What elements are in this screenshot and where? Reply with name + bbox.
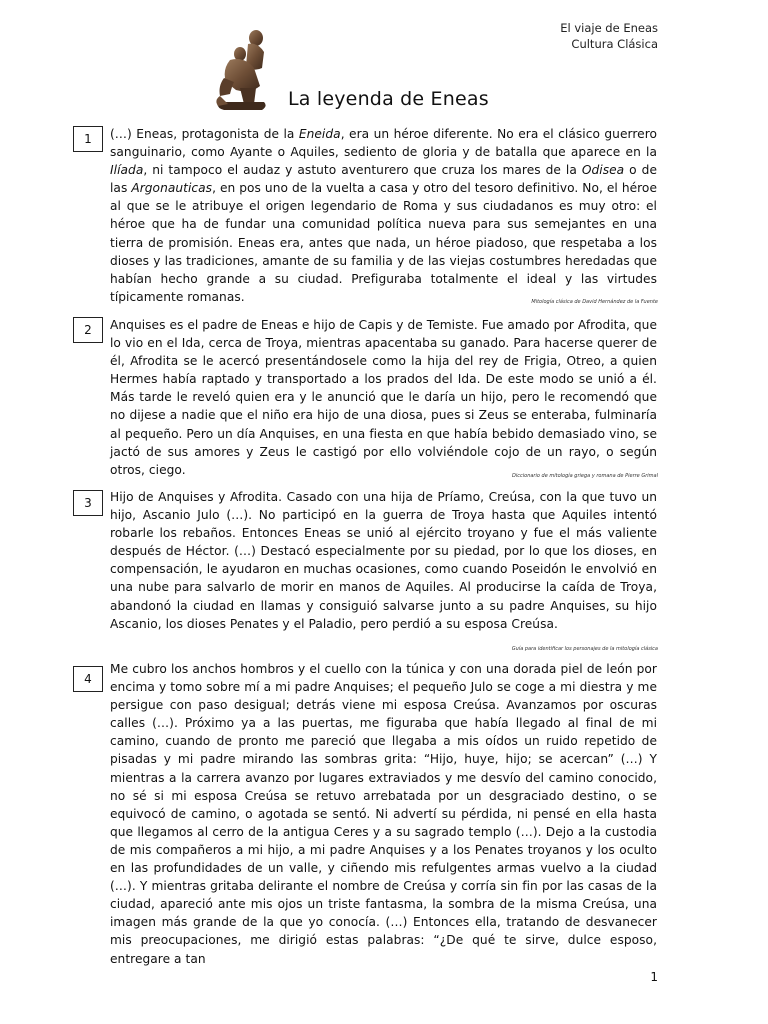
source-citation: Mitología clásica de David Hernández de la Fuente — [531, 299, 658, 305]
section-number-box: 4 — [73, 666, 103, 692]
section-paragraph: Me cubro los anchos hombros y el cuello con la túnica y con una dorada piel de león por encima y tomo sobre mí a mi padre Anquises; el pequeño Julo se coge a mi diestra y me persigue con paso desigual; detrás viene mi esposa Creúsa. Avanzamos por oscuras calles (…). Próximo ya a las puertas, me figuraba que había llegado al final de mi camino, cuando de pronto me pareció que llegaba a mis oídos un ruido repetido de pisadas y mi padre mirando las sombras grita: “Hijo, huye, hijo; se acercan” (…) Y mientras a la carrera avanzo por lugares extraviados y me desvío del camino conocido, no sé si mi esposa Creúsa se retuvo arrebatada por un desgraciado destino, o se equivocó de camino, o agotada se sentó. Ni advertí su pérdida, ni pensé en ella hasta que llegamos al cerro de la antigua Ceres y a su sagrado templo (…). Dejo a la custodia de mis compañeros a mi hijo, a mi padre Anquises y a los Penates troyanos y los oculto en las profundidades de un valle, y ciñendo mis refulgentes armas vuelvo a la ciudad (…). Y mientras gritaba delirante el nombre de Creúsa y corría sin fin por las casas de la ciudad, apareció ante mis ojos un triste fantasma, la sombra de la misma Creúsa, una imagen más grande de la que yo conocía. (…) Entonces ella, tratando de desvanecer mis preocupaciones, me dirigió estas palabras: “¿De qué te sirve, dulce esposo, entregare a tan — [110, 662, 657, 966]
page-title: La leyenda de Eneas — [288, 88, 489, 110]
section-paragraph: Anquises es el padre de Eneas e hijo de Capis y de Temiste. Fue amado por Afrodita, que lo vio en el Ida, cerca de Troya, mientras apacentaba su ganado. Para hacerse querer de él, Afrodita se le acercó presentándosele como la hija del rey de Frigia, Otreo, a quien Hermes había raptado y transportado a los prados del Ida. De este modo se unió a él. Más tarde le reveló quien era y le anunció que le daría un hijo, pero le recomendó que no dijese a nadie que el niño era hijo de una diosa, pues si Zeus se enteraba, fulminaría al pequeño. Pero un día Anquises, en una fiesta en que había bebido demasiado vino, se jactó de sus amores y Zeus le castigó por ello volviéndole cojo de un rayo, o según otros, ciego. — [110, 318, 657, 477]
aeneas-statue-image — [210, 24, 274, 114]
section-number-box: 3 — [73, 490, 103, 516]
section-paragraph: Hijo de Anquises y Afrodita. Casado con una hija de Príamo, Creúsa, con la que tuvo un hijo, Ascanio Julo (…). No participó en la guerra de Troya hasta que Aquiles intentó robarle los rebaños. Entonces Eneas se unió al ejército troyano y fue el más valiente después de Héctor. (…) Destacó especialmente por su piedad, por lo que los dioses, en compensación, le ayudaron en muchas ocasiones, como cuando Poseidón le envolvió en una nube para salvarlo de morir en manos de Aquiles. Al producirse la caída de Troya, abandonó la ciudad en llamas y consiguió salvarse junto a su padre Anquises, su hijo Ascanio, los dioses Penates y el Paladio, pero perdió a su esposa Creúsa. — [110, 490, 657, 631]
section-paragraph: (…) Eneas, protagonista de la Eneida, era un héroe diferente. No era el clásico guerrero sanguinario, como Ayante o Aquiles, sediento de gloria y de batalla que aparece en la Ilíada, ni tampoco el audaz y astuto aventurero que cruza los mares de la Odisea o de las Argonauticas, en pos uno de la vuelta a casa y otro del tesoro definitivo. No, el héroe al que se le atribuye el origen legendario de Roma y sus ciudadanos es muy otro: el héroe que ha de fundar una comunidad política nueva para sus semejantes en una tierra de promisión. Eneas era, antes que nada, un héroe piadoso, que respetaba a los dioses y las tradiciones, amante de su familia y de las viejas costumbres heredadas que habían hecho grande a su ciudad. Prefiguraba totalmente el ideal y las virtudes típicamente romanas. — [110, 127, 657, 304]
source-citation: Diccionario de mitología griega y romana de Pierre Grimal — [512, 473, 658, 479]
page-number: 1 — [650, 970, 658, 984]
header-course: Cultura Clásica — [571, 37, 658, 51]
section-number-box: 2 — [73, 317, 103, 343]
header-subject: El viaje de Eneas — [560, 21, 658, 35]
section-number-box: 1 — [73, 126, 103, 152]
source-citation: Guía para identificar los personajes de la mitología clásica — [511, 646, 658, 652]
document-header — [560, 20, 658, 52]
